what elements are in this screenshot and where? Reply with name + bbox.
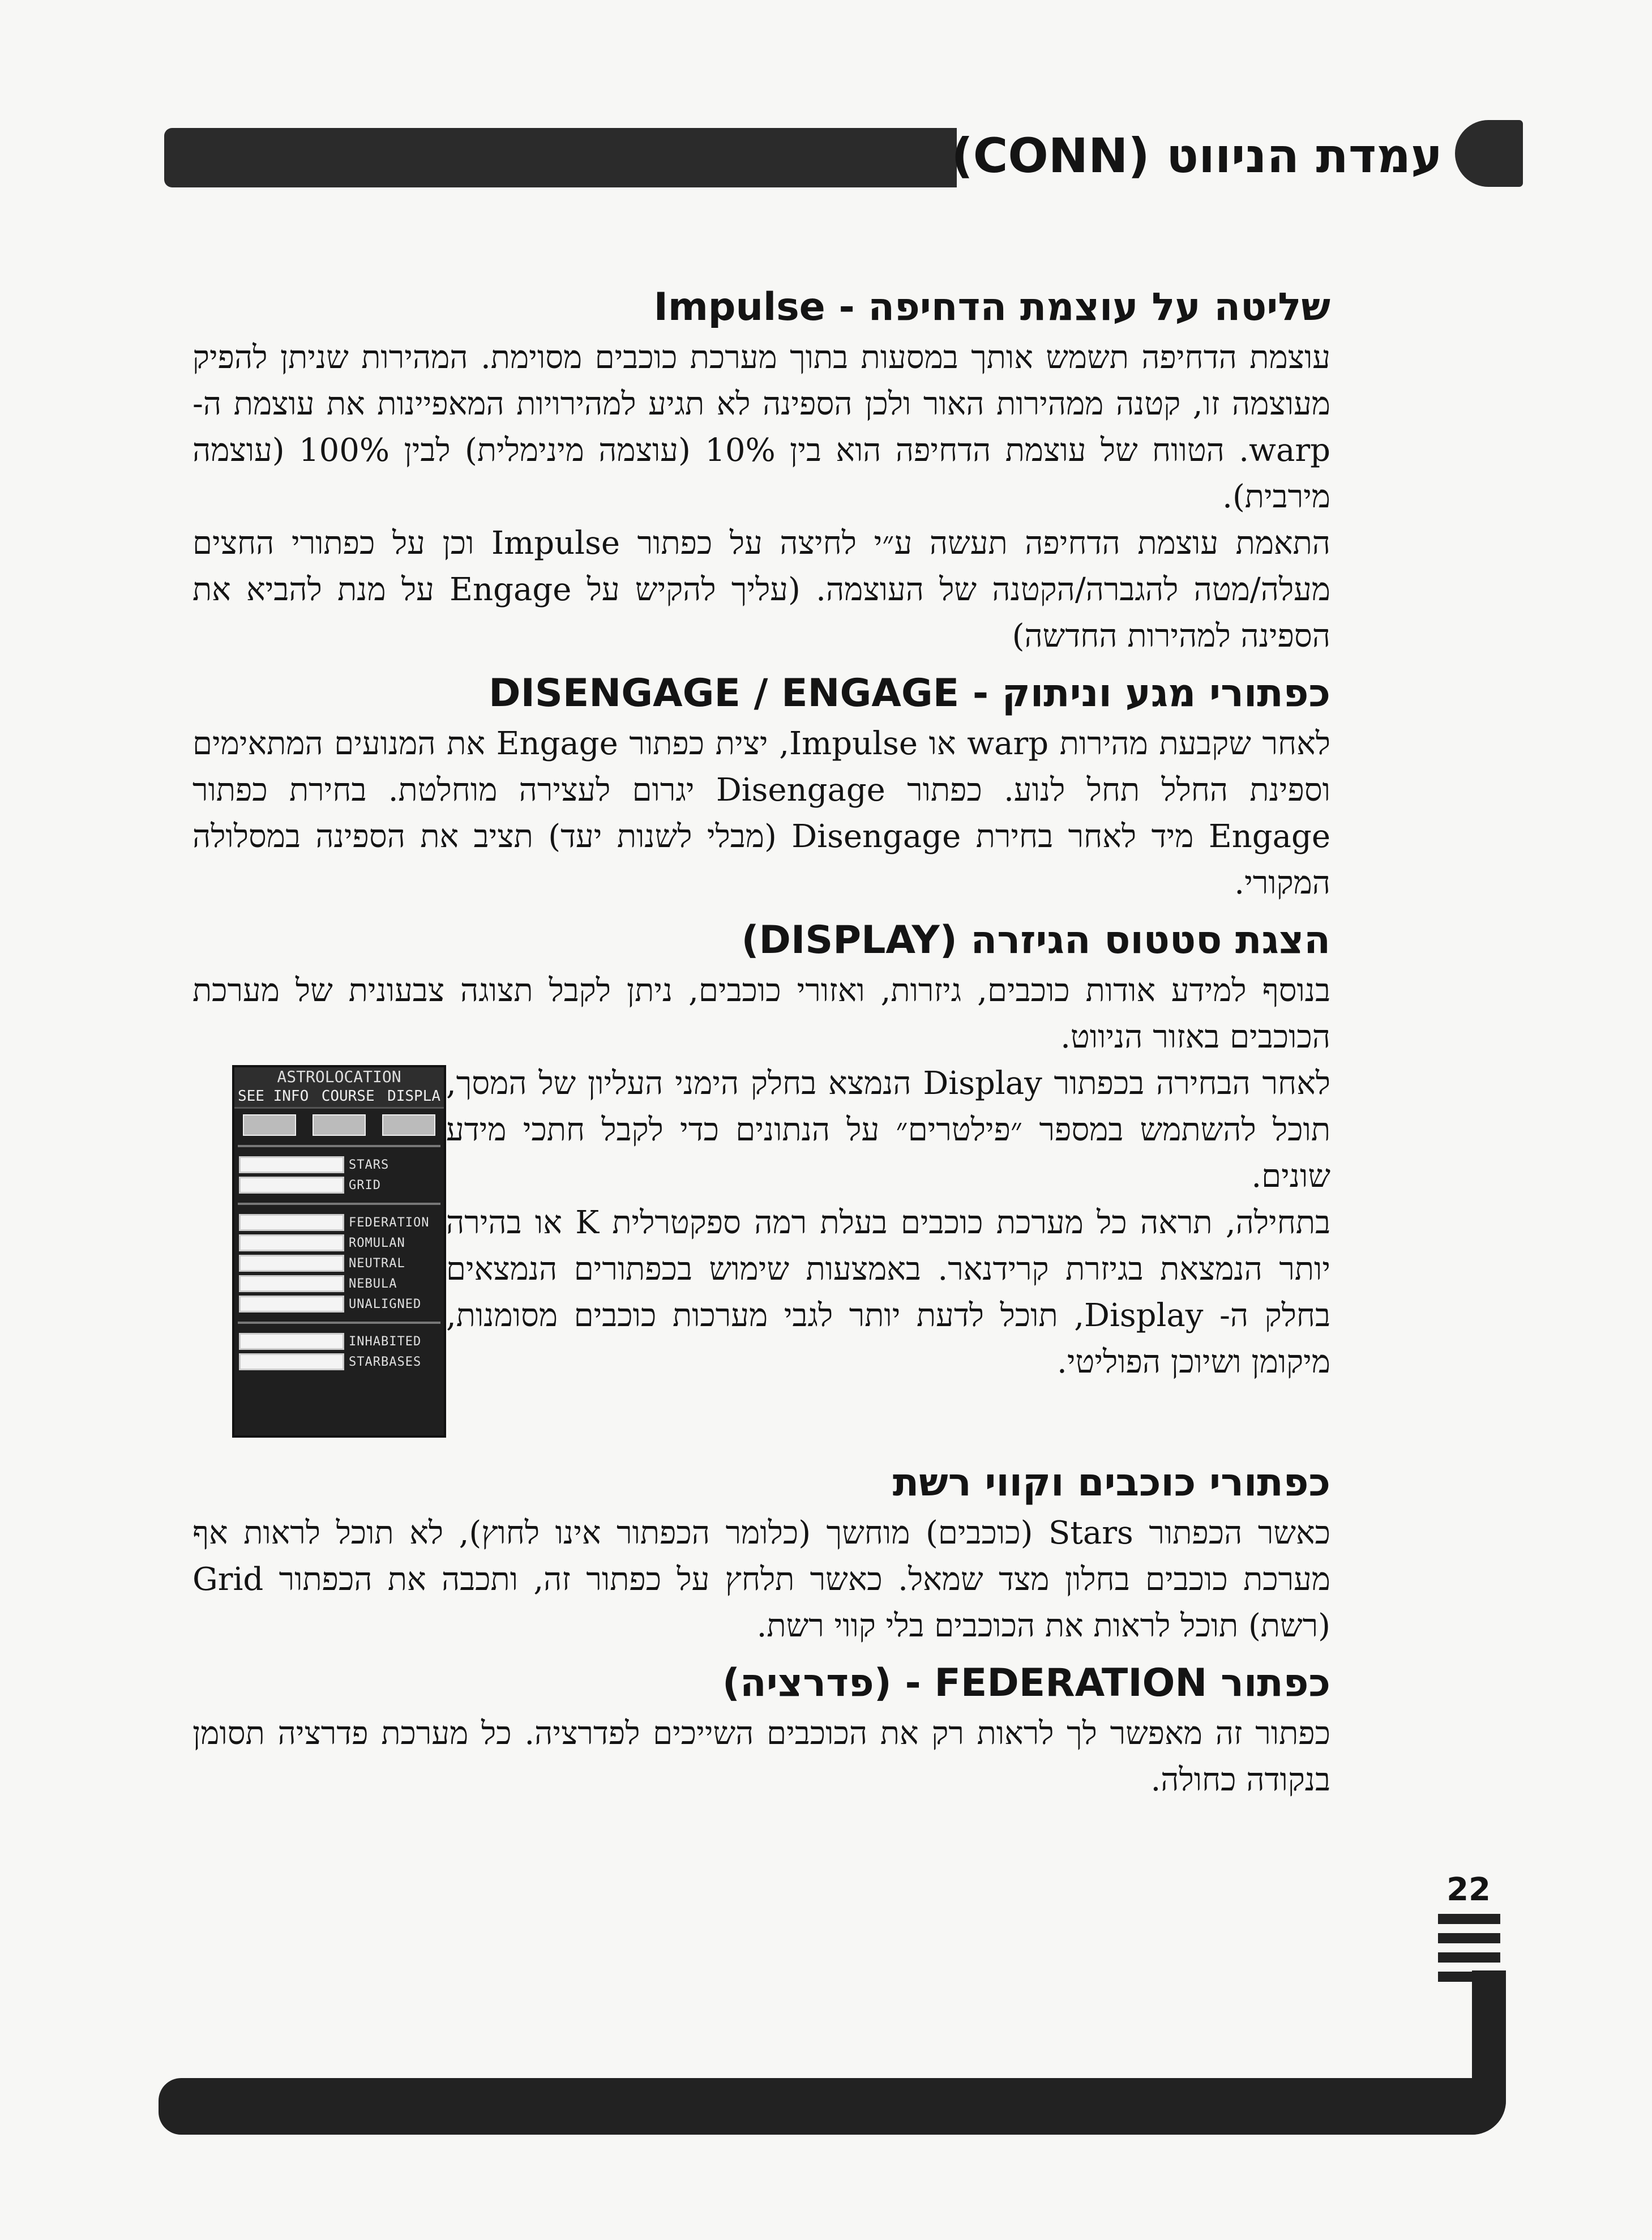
option-switch — [239, 1333, 344, 1350]
option-switch — [239, 1177, 344, 1194]
page-number: 22 — [1446, 1871, 1491, 1908]
panel-button — [243, 1114, 296, 1136]
option-neutral — [239, 1255, 439, 1272]
section-heading: כפתור FEDERATION - (פדרציה) — [722, 1661, 1330, 1705]
section-federation — [192, 1656, 1330, 1803]
footer-hook — [1415, 1970, 1506, 2135]
option-label: UNALIGNED — [349, 1297, 422, 1311]
section-impulse — [192, 280, 1330, 660]
stripe — [1438, 1914, 1500, 1924]
option-nebula — [239, 1275, 439, 1292]
option-label: NEBULA — [349, 1276, 397, 1291]
option-label: STARS — [349, 1157, 390, 1172]
option-starbases — [239, 1353, 439, 1370]
option-label: INHABITED — [349, 1334, 422, 1349]
option-federation — [239, 1214, 439, 1231]
option-grid — [239, 1177, 439, 1194]
option-switch — [239, 1275, 344, 1292]
header-bar — [164, 128, 957, 187]
section-display — [192, 913, 1330, 1449]
section-heading: שליטה על עוצמת הדחיפה - Impulse — [653, 285, 1330, 330]
header-cap — [1455, 120, 1523, 187]
option-inhabited — [239, 1333, 439, 1350]
paragraph: עוצמת הדחיפה תשמש אותך במסעות בתוך מערכת כוכבים מסוימת. המהירות שניתן להפיק מעוצמה זו, קטנה ממהירות האור ולכן הספינה לא תגיע למהירויות המאפיינות את עוצמת ה- warp. הטווח של עוצמת הדחיפה הוא בין 10% (עוצמה מינימלית) לבין 100% (עוצמה מירבית). — [192, 339, 1330, 515]
panel-topbar — [234, 1067, 444, 1109]
tab-display: DISPLA — [387, 1088, 440, 1105]
paragraph: כאשר הכפתור Stars (כוכבים) מוחשך (כלומר הכפתור אינו לחוץ), לא תוכל לראות אף מערכת כוכבים בחלון מצד שמאל. כאשר תלחץ על כפתור זה, ותכבה את הכפתור Grid (רשת) תוכל לראות את הכוכבים בלי קווי רשת. — [192, 1515, 1330, 1644]
stripe — [1438, 1933, 1500, 1943]
option-label: FEDERATION — [349, 1215, 430, 1230]
option-switch — [239, 1296, 344, 1313]
paragraph: כפתור זה מאפשר לך לראות רק את הכוכבים השייכים לפדרציה. כל מערכת פדרציה תסומן בנקודה כחולה. — [192, 1715, 1330, 1798]
option-label: ROMULAN — [349, 1236, 405, 1250]
divider — [238, 1145, 440, 1147]
paragraph: לאחר שקבעת מהירות warp או Impulse, יצית כפתור Engage את המנועים המתאימים וספינת החלל תחל לנוע. כפתור Disengage יגרום לעצירה מוחלטת. בחירת כפתור Engage מיד לאחר בחירת Disengage (מבלי לשנות יעד) תציב את הספינה במסלולה המקורי. — [192, 725, 1331, 901]
option-switch — [239, 1255, 344, 1272]
divider — [238, 1322, 440, 1324]
tab-see-info: SEE INFO — [238, 1088, 309, 1105]
panel-button-row — [234, 1114, 444, 1136]
option-label: STARBASES — [349, 1354, 422, 1369]
panel-button — [313, 1114, 366, 1136]
divider — [238, 1203, 440, 1205]
paragraph: בנוסף למידע אודות כוכבים, גיזרות, ואזורי כוכבים, ניתן לקבל תצוגה צבעונית של מערכת הכוכבים באזור הניווט. — [192, 972, 1330, 1055]
section-stars-grid — [192, 1456, 1330, 1649]
section-heading: כפתורי כוכבים וקווי רשת — [892, 1460, 1330, 1505]
paragraph: בתחילה, תראה כל מערכת כוכבים בעלת רמה ספקטרלית K או בהירה יותר הנמצאת בגיזרת קרידנאר. באמצעות שימוש בכפתורים הנמצאים בחלק ה- Display, תוכל לדעת יותר לגבי מערכות כוכבים מסומנות, מיקומן ושיוכן הפוליטי. — [446, 1204, 1330, 1380]
paragraph: לאחר הבחירה בכפתור Display הנמצא בחלק הימני העליון של המסך, תוכל להשתמש במספר ״פילטרים״ על הנתונים כדי לקבל חתכי מידע שונים. — [446, 1065, 1330, 1195]
main-content — [192, 280, 1330, 1810]
option-stars — [239, 1156, 439, 1173]
option-switch — [239, 1214, 344, 1231]
section-engage — [192, 666, 1330, 907]
stripe — [1438, 1952, 1500, 1963]
option-label: NEUTRAL — [349, 1256, 405, 1271]
option-switch — [239, 1156, 344, 1173]
option-unaligned — [239, 1296, 439, 1313]
option-switch — [239, 1353, 344, 1370]
display-panel-image — [232, 1065, 446, 1438]
panel-topbar-label: ASTROLOCATION — [277, 1067, 401, 1086]
tab-course: COURSE — [321, 1088, 375, 1105]
section-heading: הצגת סטטוס הגיזרה (DISPLAY) — [741, 918, 1330, 963]
option-romulan — [239, 1234, 439, 1251]
panel-tabs — [234, 1087, 444, 1106]
footer-bar — [159, 2078, 1421, 2135]
section-heading: כפתורי מגע וניתוק - DISENGAGE / ENGAGE — [489, 671, 1330, 716]
panel-button — [382, 1114, 435, 1136]
paragraph: התאמת עוצמת הדחיפה תעשה ע״י לחיצה על כפתור Impulse וכן על כפתורי החצים מעלה/מטה להגברה/הקטנה של העוצמה. (עליך להקיש על Engage על מנת להביא את הספינה למהירות החדשה) — [192, 525, 1331, 655]
page-title: עמדת הניווט (CONN) — [951, 128, 1443, 183]
option-switch — [239, 1234, 344, 1251]
option-label: GRID — [349, 1178, 381, 1192]
